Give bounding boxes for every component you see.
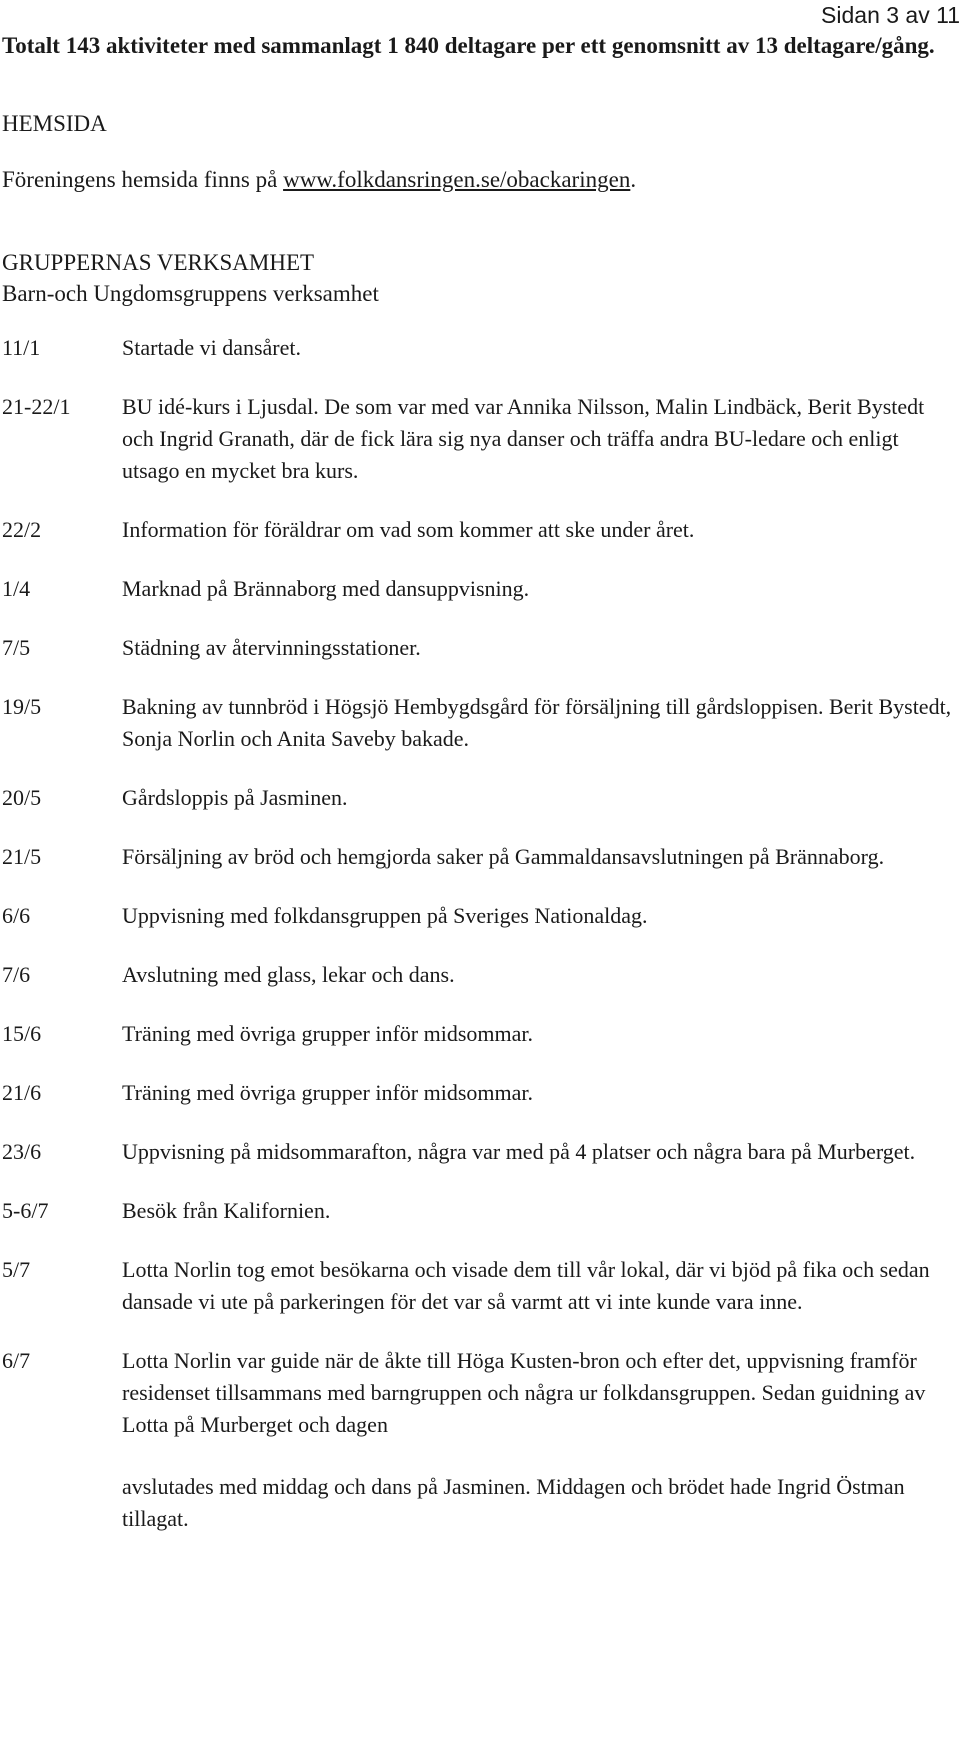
homepage-heading: HEMSIDA [2, 111, 107, 136]
event-date: 6/6 [2, 903, 31, 928]
event-text: Träning med övriga grupper inför midsommar. [122, 1080, 534, 1105]
homepage-link[interactable]: www.folkdansringen.se/obackaringen [283, 167, 631, 192]
event-text: Gårdsloppis på Jasminen. [122, 785, 348, 810]
event-text: BU idé-kurs i Ljusdal. De som var med var Annika Nilsson, Malin Lindbäck, Berit Bystedt och Ingrid Granath, där de fick lära sig nya danser och träffa andra BU-ledare och enligt utsago en mycket bra kurs. [122, 394, 925, 483]
event-row [2, 959, 952, 991]
event-date: 19/5 [2, 694, 42, 719]
event-text: Försäljning av bröd och hemgjorda saker på Gammaldansavslutningen på Brännaborg. [122, 844, 885, 869]
event-text: Information för föräldrar om vad som kommer att ske under året. [122, 517, 695, 542]
event-row [2, 573, 952, 605]
groups-heading: GRUPPERNAS VERKSAMHET [2, 250, 315, 275]
homepage-paragraph [2, 164, 952, 195]
event-row [2, 1345, 952, 1441]
event-row [2, 1018, 952, 1050]
event-text: Lotta Norlin tog emot besökarna och visade dem till vår lokal, där vi bjöd på fika och sedan dansade vi ute på parkeringen för det var så varmt att vi inte kunde vara inne. [122, 1257, 930, 1314]
event-date: 15/6 [2, 1021, 42, 1046]
groups-subheading: Barn-och Ungdomsgruppens verksamhet [2, 281, 379, 306]
event-row [2, 1195, 952, 1227]
event-date: 21-22/1 [2, 394, 71, 419]
event-text: Lotta Norlin var guide när de åkte till Höga Kusten-bron och efter det, uppvisning framför residenset tillsammans med barngruppen och några ur folkdansgruppen. Sedan guidning av Lotta på Murberget och dagen [122, 1348, 926, 1437]
event-text: Startade vi dansåret. [122, 335, 301, 360]
event-date: 5/7 [2, 1257, 31, 1282]
event-row [2, 632, 952, 664]
event-date: 21/6 [2, 1080, 42, 1105]
event-list [2, 332, 952, 1441]
event-date: 22/2 [2, 517, 42, 542]
event-row [2, 1254, 952, 1318]
event-row [2, 332, 952, 364]
event-text: Besök från Kalifornien. [122, 1198, 331, 1223]
event-row [2, 691, 952, 755]
event-text: Träning med övriga grupper inför midsommar. [122, 1021, 534, 1046]
event-date: 23/6 [2, 1139, 42, 1164]
event-continuation: avslutades med middag och dans på Jasminen. Middagen och brödet hade Ingrid Östman tillagat. [122, 1474, 905, 1531]
event-row [2, 514, 952, 546]
page-number: Sidan 3 av 11 [821, 2, 960, 28]
event-row [2, 782, 952, 814]
event-text: Städning av återvinningsstationer. [122, 635, 421, 660]
event-date: 5-6/7 [2, 1198, 49, 1223]
event-date: 6/7 [2, 1348, 31, 1373]
event-date: 7/6 [2, 962, 31, 987]
event-text: Uppvisning med folkdansgruppen på Sveriges Nationaldag. [122, 903, 648, 928]
event-text: Avslutning med glass, lekar och dans. [122, 962, 455, 987]
event-text: Bakning av tunnbröd i Högsjö Hembygdsgård för försäljning till gårdsloppisen. Berit Bystedt, Sonja Norlin och Anita Saveby bakade. [122, 694, 952, 751]
event-date: 21/5 [2, 844, 42, 869]
event-row [2, 391, 952, 487]
event-date: 20/5 [2, 785, 42, 810]
event-text: Uppvisning på midsommarafton, några var med på 4 platser och några bara på Murberget. [122, 1139, 916, 1164]
event-row [2, 900, 952, 932]
homepage-text: Föreningens hemsida finns på [2, 167, 284, 192]
event-date: 11/1 [2, 335, 41, 360]
event-date: 1/4 [2, 576, 31, 601]
event-row [2, 1136, 952, 1168]
activity-summary: Totalt 143 aktiviteter med sammanlagt 1 840 deltagare per ett genomsnitt av 13 deltagare/gång. [2, 33, 935, 58]
event-row [2, 841, 952, 873]
event-row [2, 1077, 952, 1109]
event-text: Marknad på Brännaborg med dansuppvisning. [122, 576, 530, 601]
event-date: 7/5 [2, 635, 31, 660]
document-body [2, 30, 952, 1557]
homepage-text-end: . [630, 167, 637, 192]
